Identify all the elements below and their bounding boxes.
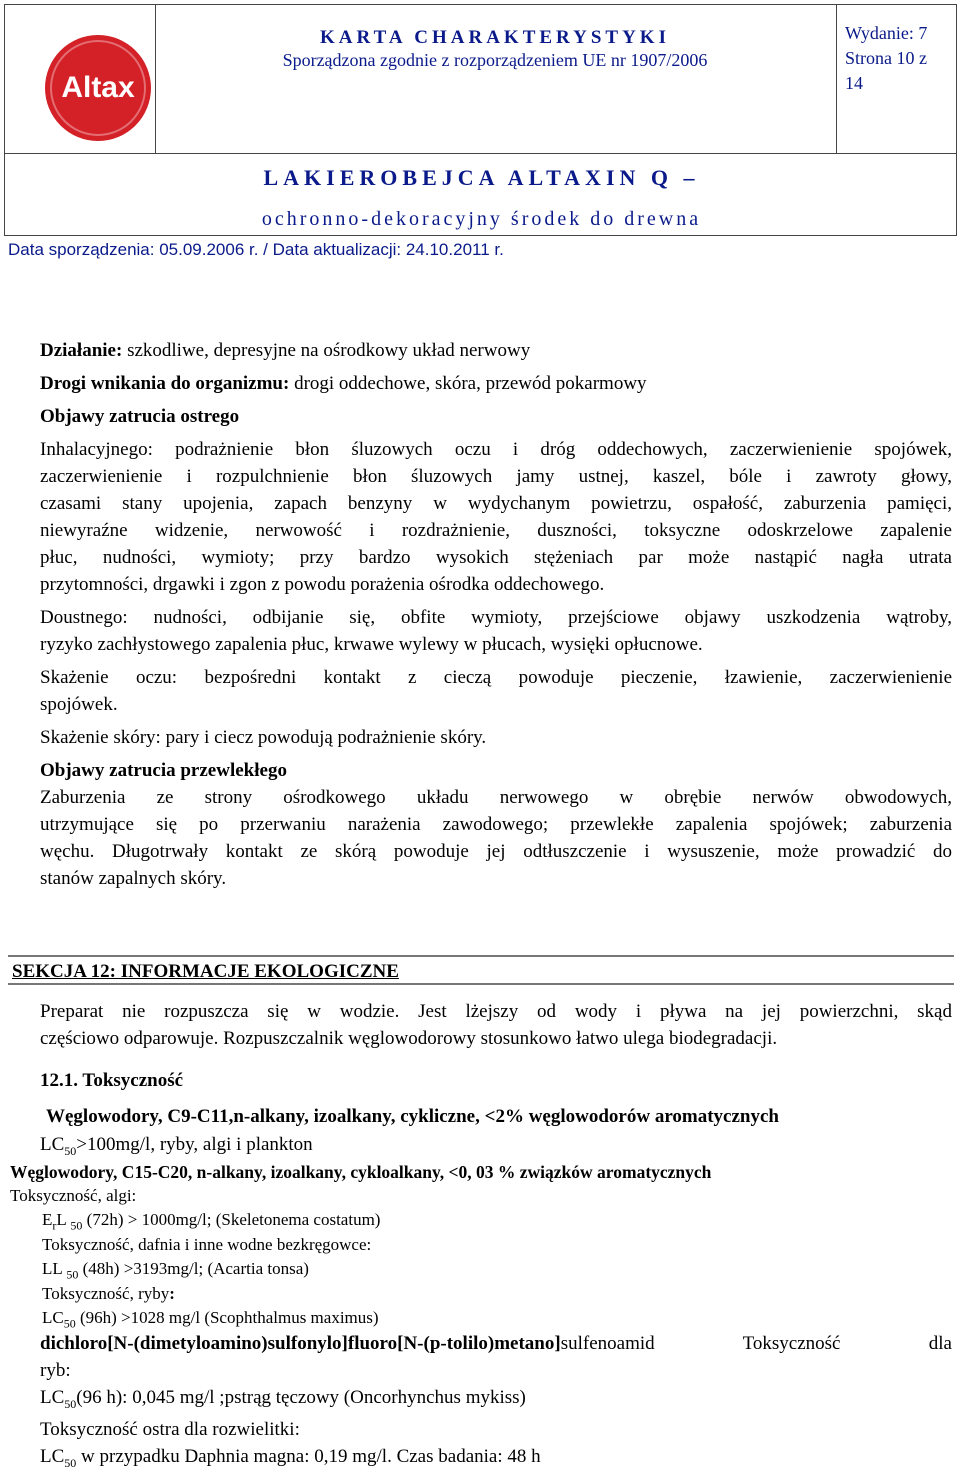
lc96-label: LC <box>42 1308 64 1327</box>
text-line: Inhalacyjnego: podrażnienie błon śluzowych oczu i dróg oddechowych, zaczerwienienie spojówek, <box>40 439 952 460</box>
daphnia-lc-label: LC <box>40 1446 65 1467</box>
section-12-title: SEKCJA 12: INFORMACJE EKOLOGICZNE <box>12 961 399 982</box>
subsection-toxicity: 12.1. Toksyczność <box>40 1070 184 1091</box>
section-12-title-bar <box>8 955 954 985</box>
text-line: stanów zapalnych skóry. <box>40 868 227 889</box>
effect-text: szkodliwe, depresyjne na ośrodkowy układ nerwowy <box>122 340 531 361</box>
text-line: niewyraźne widzenie, nerwowość i rozdrażnienie, duszności, toksyczne odoskrzelowe zapalenie <box>40 520 952 541</box>
text-line: węchu. Długotrwały kontakt ze skórą powoduje jej odtłuszczenie i wysuszenie, może prowadzić do <box>40 841 952 862</box>
c9-hydrocarbons-heading: Węglowodory, C9-C11,n-alkany, izoalkany, cykliczne, <2% węglowodorów aromatycznych <box>46 1106 779 1127</box>
product-description: ochronno-dekoracyjny środek do drewna <box>261 208 702 230</box>
effect-label: Działanie: <box>40 340 123 361</box>
page-number: Strona 10 z <box>845 48 927 68</box>
daphnia-toxicity-label: Toksyczność, dafnia i inne wodne bezkręgowce: <box>42 1235 372 1254</box>
altax-logo <box>43 33 153 143</box>
document-subtitle: Sporządzona zgodnie z rozporządzeniem UE nr 1907/2006 <box>282 50 708 70</box>
text-line: czasami stany upojenia, zapach benzyny w wydychanym powietrzu, ospałość, zaburzenia pamięci, <box>40 493 952 514</box>
product-name: LAKIEROBEJCA ALTAXIN Q – <box>263 165 700 190</box>
fish-toxicity-colon: : <box>169 1284 175 1303</box>
daphnia-lc50-line <box>40 1445 541 1475</box>
daphnia-lc-value: w przypadku Daphnia magna: 0,19 mg/l. Czas badania: 48 h <box>76 1446 541 1467</box>
chronic-symptoms-heading: Objawy zatrucia przewlekłego <box>40 760 287 781</box>
ll-label: LL <box>42 1259 67 1278</box>
trout-lc-label: LC <box>40 1387 65 1408</box>
text-line: ryb: <box>40 1360 71 1381</box>
text-line: płuc, nudności, wymioty; przy bardzo wysokich stężeniach par może nastąpić nagła utrata <box>40 547 952 568</box>
ll-value: (48h) >3193mg/l; (Acartia tonsa) <box>78 1259 309 1278</box>
text-line: Doustnego: nudności, odbijanie się, obfite wymioty, przejściowe objawy uszkodzenia wątroby, <box>40 607 952 628</box>
text-line: spojówek. <box>40 694 118 715</box>
trout-lc50-line <box>40 1386 526 1416</box>
document-dates: Data sporządzenia: 05.09.2006 r. / Data aktualizacji: 24.10.2011 r. <box>8 240 504 259</box>
text-line: przytomności, drgawki i zgon z powodu porażenia ośrodka oddechowego. <box>40 574 605 595</box>
erl-label-l: L <box>56 1210 71 1229</box>
dichlofluanid-line <box>40 1332 952 1356</box>
text-line: Skażenie oczu: bezpośredni kontakt z cieczą powoduje pieczenie, łzawienie, zaczerwienienie <box>40 667 952 688</box>
text-line: Preparat nie rozpuszcza się w wodzie. Jest lżejszy od wody i pływa na jej powierzchni, skąd <box>40 1001 952 1022</box>
text-line: ryzyko zachłystowego zapalenia płuc, krwawe wylewy w płucach, wysięki opłucnowe. <box>40 634 703 655</box>
dichlofluanid-rest: sulfenoamid Toksyczność dla <box>560 1333 952 1354</box>
c9-lc-label: LC <box>40 1134 65 1155</box>
erl-subscript-r: r <box>52 1218 57 1233</box>
erl-value: (72h) > 1000mg/l; (Skeletonema costatum) <box>82 1210 381 1229</box>
header-divider <box>5 153 956 154</box>
text-line: Zaburzenia ze strony ośrodkowego układu nerwowego w obrębie nerwów obwodowych, <box>40 787 952 808</box>
fish-lc50-line <box>42 1306 379 1335</box>
acute-symptoms-heading: Objawy zatrucia ostrego <box>40 406 240 427</box>
page-total: 14 <box>845 73 863 93</box>
document-title: KARTA CHARAKTERYSTYKI <box>320 27 670 48</box>
dichlofluanid-name: dichloro[N-(dimetyloamino)sulfonylo]fluoro[N-(p-tolilo)metano] <box>40 1333 561 1354</box>
text-line: Skażenie skóry: pary i ciecz powodują podrażnienie skóry. <box>40 727 487 748</box>
ll-subscript: 50 <box>66 1267 79 1282</box>
text-line: częściowo odparowuje. Rozpuszczalnik węglowodorowy stosunkowo łatwo ulega biodegradacji. <box>40 1028 778 1049</box>
c9-lc-subscript: 50 <box>64 1143 77 1158</box>
c9-lc-value: >100mg/l, ryby, algi i plankton <box>76 1134 313 1155</box>
exposure-routes-line <box>40 372 647 396</box>
daphnia-lc-subscript: 50 <box>64 1455 77 1470</box>
edition-info <box>845 21 955 96</box>
daphnia-acute-label: Toksyczność ostra dla rozwielitki: <box>40 1419 300 1440</box>
erl-label: E <box>42 1210 53 1229</box>
effect-line <box>40 339 530 363</box>
edition-number: Wydanie: 7 <box>845 23 928 43</box>
exposure-routes-text: drogi oddechowe, skóra, przewód pokarmowy <box>289 373 647 394</box>
c15-hydrocarbons-heading: Węglowodory, C15-C20, n-alkany, izoalkany, cykloalkany, <0, 03 % związków aromatycznych <box>10 1162 712 1182</box>
trout-lc-subscript: 50 <box>64 1396 77 1411</box>
logo-text: Altax <box>61 71 135 104</box>
lc96-value: (96h) >1028 mg/l (Scophthalmus maximus) <box>75 1308 379 1327</box>
fish-toxicity-label <box>42 1282 175 1306</box>
fish-toxicity-text: Toksyczność, ryby <box>42 1284 170 1303</box>
exposure-routes-label: Drogi wnikania do organizmu: <box>40 373 290 394</box>
c9-lc50-line <box>40 1133 313 1163</box>
text-line: utrzymujące się po przerwaniu narażenia zawodowego; przewlekłe zapalenia spojówek; zaburzenia <box>40 814 952 835</box>
lc96-subscript: 50 <box>63 1316 76 1331</box>
document-header <box>4 4 957 236</box>
header-divider <box>836 5 837 153</box>
trout-lc-value: (96 h): 0,045 mg/l ;pstrąg tęczowy (Oncorhynchus mykiss) <box>76 1387 526 1408</box>
algae-toxicity-label: Toksyczność, algi: <box>10 1186 137 1205</box>
text-line: zaczerwienienie i rozpulchnienie błon śluzowych jamy ustnej, kaszel, bóle i zawroty głowy, <box>40 466 952 487</box>
erl-subscript-50: 50 <box>70 1218 83 1233</box>
